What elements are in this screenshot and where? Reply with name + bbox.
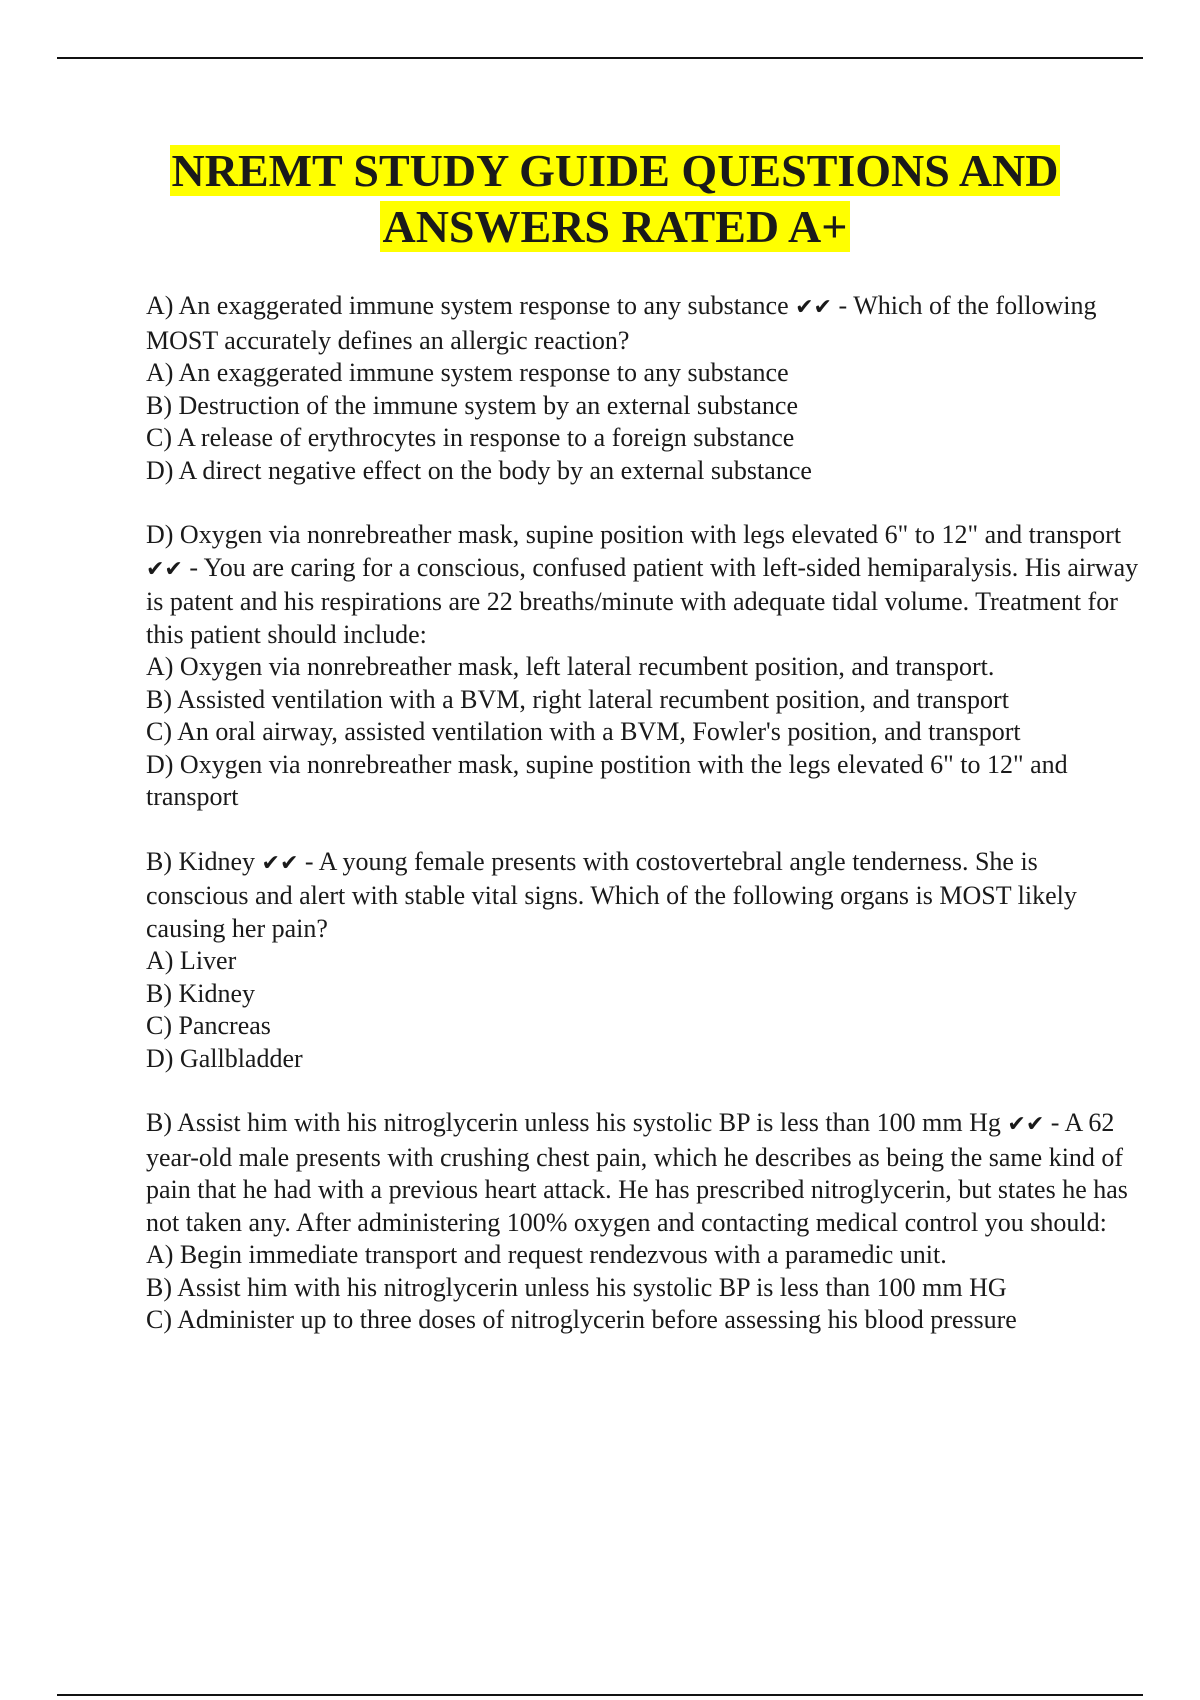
option: A) Liver	[146, 946, 237, 975]
option: C) A release of erythrocytes in response to a foreign substance	[146, 423, 795, 452]
qa-list	[146, 290, 1146, 1369]
question-text: - Which of the following MOST accurately defines an allergic reaction?	[146, 291, 1097, 355]
answer-text: A) An exaggerated immune system response to any substance	[146, 291, 789, 320]
question-paragraph	[146, 1107, 1146, 1239]
qa-item	[146, 1107, 1146, 1337]
answer-text: B) Kidney	[146, 846, 256, 876]
option: C) An oral airway, assisted ventilation with a BVM, Fowler's position, and transport	[146, 717, 1021, 746]
bottom-rule	[57, 1694, 1143, 1696]
option: D) Oxygen via nonrebreather mask, supine postition with the legs elevated 6" to 12" and transport	[146, 749, 1068, 811]
qa-item	[146, 290, 1146, 487]
option: A) An exaggerated immune system response to any substance	[146, 358, 789, 387]
option: D) Gallbladder	[146, 1043, 303, 1073]
option: A) Oxygen via nonrebreather mask, left lateral recumbent position, and transport.	[146, 652, 995, 681]
top-rule	[57, 57, 1143, 59]
page-title	[140, 143, 1090, 255]
option: B) Kidney	[146, 978, 256, 1008]
question-text: - A young female presents with costovertebral angle tenderness. She is conscious and alert with stable vital signs. Which of the following organs is MOST likely causing her pain?	[146, 846, 1077, 943]
question-paragraph	[146, 519, 1146, 651]
question-paragraph	[146, 290, 1146, 357]
check-icon: ✔✔	[795, 295, 832, 320]
option: B) Assist him with his nitroglycerin unless his systolic BP is less than 100 mm HG	[146, 1272, 1007, 1302]
qa-item	[146, 519, 1146, 814]
answer-text: B) Assist him with his nitroglycerin unless his systolic BP is less than 100 mm Hg	[146, 1108, 1001, 1137]
option: C) Administer up to three doses of nitroglycerin before assessing his blood pressure	[146, 1305, 1017, 1334]
title-line-2: ANSWERS RATED A+	[382, 201, 848, 252]
option: B) Destruction of the immune system by an external substance	[146, 390, 799, 420]
option: B) Assisted ventilation with a BVM, right lateral recumbent position, and transport	[146, 684, 1009, 714]
option: C) Pancreas	[146, 1011, 271, 1040]
question-paragraph	[146, 846, 1146, 946]
title-line-1: NREMT STUDY GUIDE QUESTIONS AND	[171, 145, 1059, 196]
check-icon: ✔✔	[1007, 1112, 1045, 1137]
option: D) A direct negative effect on the body by an external substance	[146, 455, 812, 485]
check-icon: ✔✔	[146, 556, 183, 582]
question-text: - A 62 year-old male presents with crushing chest pain, which he describes as being the same kind of pain that he had with a previous heart attack. He has prescribed nitroglycerin, but states he has not taken any. After administering 100% oxygen and contacting medical control you should:	[146, 1108, 1128, 1237]
check-icon: ✔✔	[261, 850, 299, 876]
qa-item	[146, 846, 1146, 1076]
answer-text: D) Oxygen via nonrebreather mask, supine position with legs elevated 6" to 12" and transport	[146, 520, 1122, 549]
option: A) Begin immediate transport and request rendezvous with a paramedic unit.	[146, 1240, 947, 1269]
question-text: - You are caring for a conscious, confused patient with left-sided hemiparalysis. His airway is patent and his respirations are 22 breaths/minute with adequate tidal volume. Treatment for this patient should include:	[146, 552, 1139, 649]
